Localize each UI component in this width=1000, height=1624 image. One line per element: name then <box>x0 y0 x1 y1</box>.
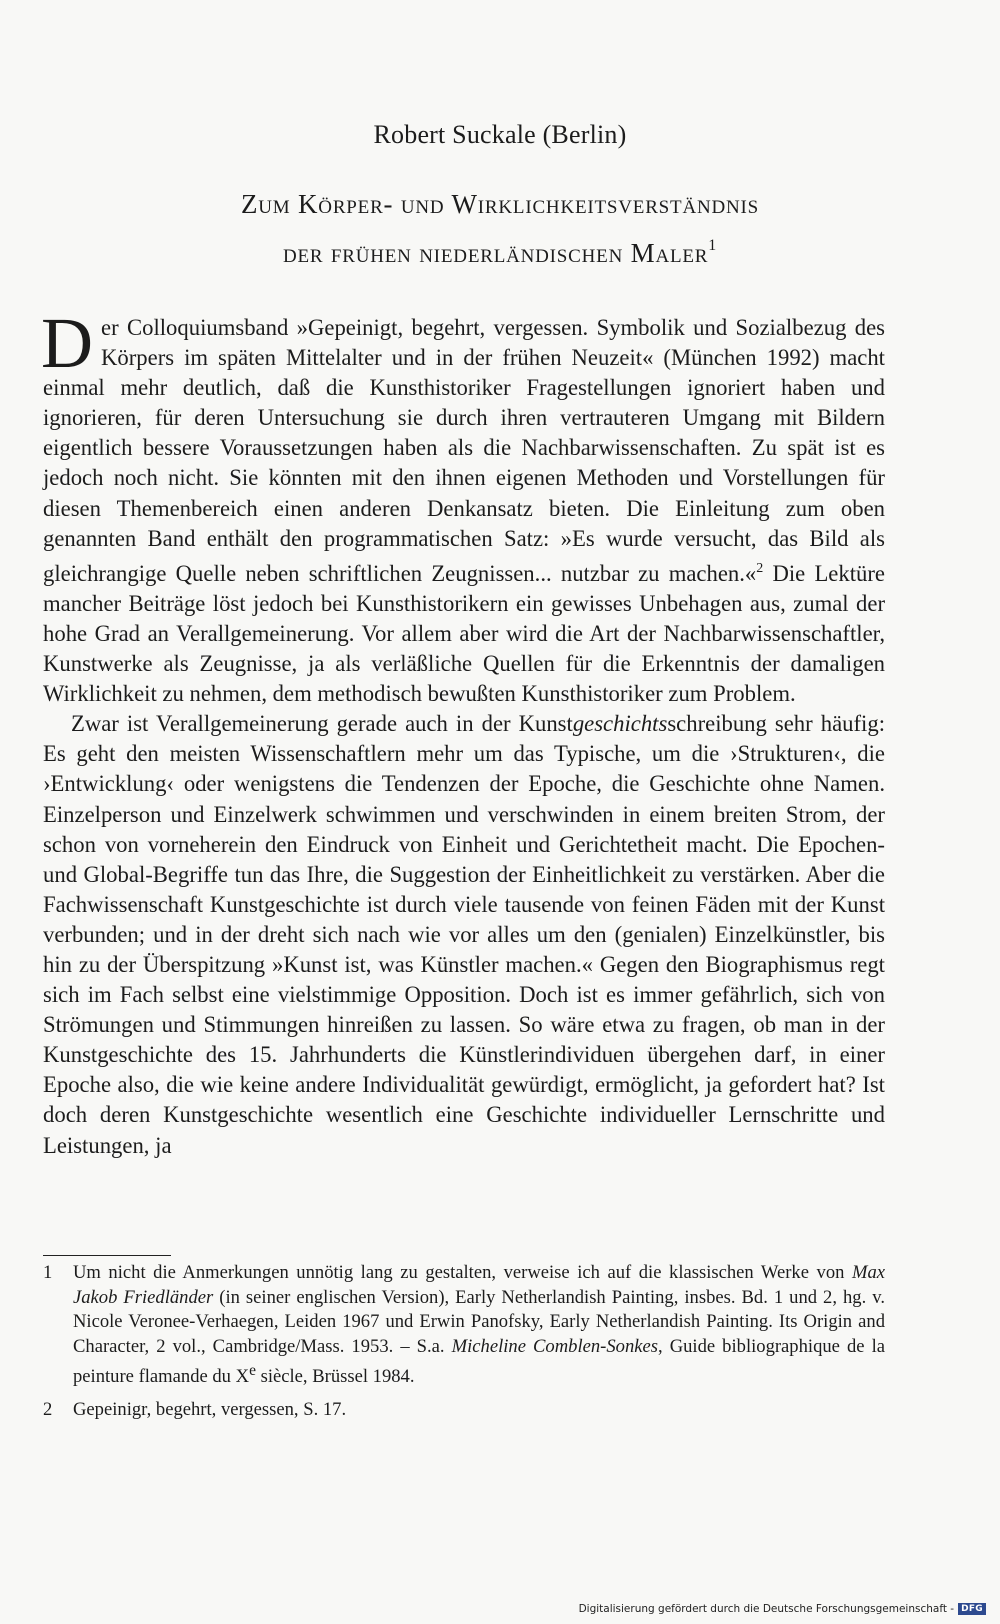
footnote-number: 1 <box>43 1262 53 1283</box>
paragraph-1 <box>41 303 885 709</box>
author-line: Robert Suckale (Berlin) <box>373 120 627 149</box>
footnote-1-author-2: Micheline Comblen-Sonkes <box>451 1335 658 1357</box>
article-title <box>0 183 1000 274</box>
dfg-logo-icon: DFG <box>958 1603 986 1615</box>
footnote-1-author-1: Max Jakob Friedländer <box>73 1262 885 1308</box>
paragraph-2-text-a: Zwar ist Verallgemeinerung gerade auch in der Kunst <box>71 711 573 737</box>
paragraph-2 <box>43 709 885 1160</box>
footnote-ref-2[interactable]: 2 <box>756 560 764 576</box>
footnote-1-part-2: (in seiner englischen Version), Early Netherlandish Painting, insbes. Bd. 1 und 2, hg. v. Nicole Veronee-Verhaegen, Leiden 1967 und Erwin Panofsky, Early Netherlandish Painting. Its Origin and Character, 2 vol., Cambridge/Mass. 1953. – S.a. <box>73 1286 885 1357</box>
paragraph-2-text-b: schreibung sehr häufig: Es geht den meisten Wissenschaftlern mehr um das Typische, um die ›Strukturen‹, die ›Entwicklung‹ oder wenigstens die Tendenzen der Epoche, die Geschichte ohne Namen. Einzelperson und Einzelwerk schwimmen und verschwinden in einem breiten Strom, der schon von vorneherein den Eindruck von Einheit und Gerichtetheit macht. Die Epochen- und Global-Begriffe tun das Ihre, die Suggestion der Einheitlichkeit zu verstärken. Aber die Fachwissenschaft Kunstgeschichte ist durch viele tausende von feinen Fäden mit der Kunst verbunden; und in der dreht sich nach wie vor alles um den (genialen) Einzelkünstler, bis hin zu der Überspitzung »Kunst ist, was Künstler machen.« Gegen den Biographismus regt sich im Fach selbst eine vielstimmige Opposition. Doch ist es immer gefährlich, sich von Strömungen und Stimmungen hinreißen zu lassen. So wäre etwa zu fragen, ob man in der Kunstgeschichte des 15. Jahrhunderts die Künstlerindividuen übergehen darf, in einer Epoche also, die wie keine andere Individualität gewürdigt, ermöglicht, ja gefordert hat? Ist doch deren Kunstgeschichte wesentlich eine Geschichte individueller Lernschritte und Leistungen, ja <box>43 711 885 1158</box>
footnote-1 <box>43 1261 885 1390</box>
paragraph-1-text-a: er Colloquiumsband »Gepeinigt, begehrt, vergessen. Symbolik und Sozialbezug des Körpers im späten Mittelalter und in der frühen Neuzeit« (München 1992) macht einmal mehr deutlich, daß die Kunsthistoriker Fragestellungen ignoriert haben und ignorieren, für deren Untersuchung sie durch ihren vertrauteren Umgang mit Bildern eigentlich bessere Voraussetzungen haben als die Nachbarwissenschaften. Zu spät ist es jedoch noch nicht. Sie könnten mit den ihnen eigenen Methoden und Vorstellungen für diesen Themenbereich einen anderen Denkansatz bieten. Die Einleitung zum oben genannten Band enthält den programmatischen Satz: »Es wurde versucht, das Bild als gleichrangige Quelle neben schriftlichen Zeugnissen... nutzbar zu machen.« <box>43 315 885 586</box>
title-line-2-text: der frühen niederländischen Maler <box>282 238 709 268</box>
paragraph-1-text-b: Die Lektüre mancher Beiträge löst jedoch bei Kunsthistorikern ein gewisses Unbehagen aus, zumal der hohe Grad an Verallgemeinerung. Vor allem aber wird die Art der Nachbarwissenschaftler, Kunstwerke als Zeugnisse, ja als verläßliche Quellen für die Erkenntnis der damaligen Wirklichkeit zu nehmen, dem methodisch bewußten Kunsthistoriker zum Problem. <box>43 560 885 707</box>
title-line-2 <box>0 225 1000 274</box>
footnote-2 <box>43 1398 885 1423</box>
digitization-note <box>579 1603 986 1615</box>
footnote-1-part-1: Um nicht die Anmerkungen unnötig lang zu gestalten, verweise ich auf die klassischen Werke von <box>73 1262 852 1283</box>
footnote-1-part-3: , Guide bibliographique de la peinture flamande du X <box>73 1335 885 1388</box>
title-footnote-mark[interactable]: 1 <box>708 237 718 254</box>
drop-cap: D <box>41 303 93 383</box>
footnote-1-superscript: e <box>249 1362 256 1380</box>
footnote-1-part-4: siècle, Brüssel 1984. <box>255 1366 415 1388</box>
footnote-separator <box>43 1255 171 1256</box>
footnote-text <box>73 1261 885 1390</box>
title-line-1: Zum Körper- und Wirklichkeitsverständnis <box>240 189 760 219</box>
footnote-text: Gepeinigr, begehrt, vergessen, S. 17. <box>73 1399 347 1421</box>
body-text <box>41 303 885 1161</box>
paragraph-2-italic: geschichts <box>572 711 668 737</box>
footnote-number: 2 <box>43 1399 53 1421</box>
digitization-note-text: Digitalisierung gefördert durch die Deutsche Forschungsgemeinschaft - <box>578 1603 955 1615</box>
footnotes <box>43 1261 885 1423</box>
